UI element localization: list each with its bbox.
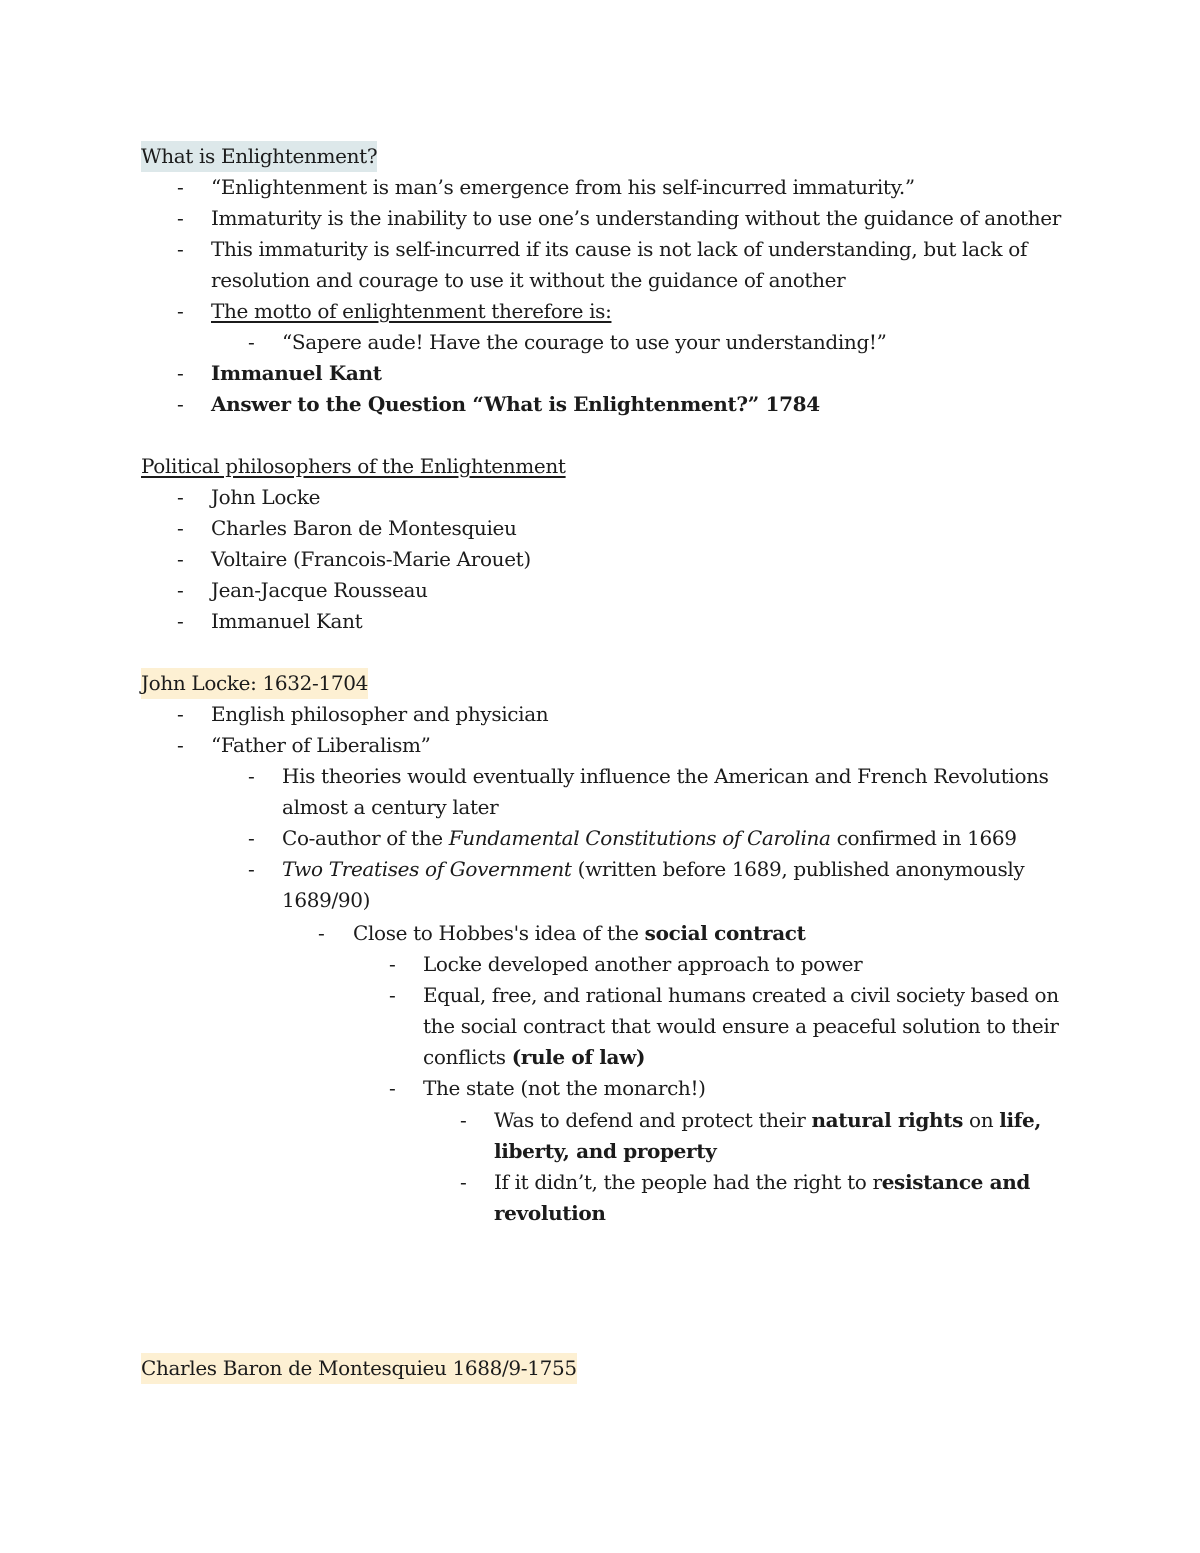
document-page: What is Enlightenment? - “Enlightenment is man’s emergence from his self-incurred immaturity.” - Immaturity is the inability to use one’s understanding without the guidance of another - This immaturity is self-incurred if its cause is not lack of understanding, but lack of resolution and courage to use it without the guidance of another - The motto of enlightenment therefore is: - “Sapere aude! Have the courage to use your understanding!” - Immanuel Kant - Answer to the Question “What is Enlightenment?” 1784 Political philosophers of the Enlightenment - John Locke - Charles Baron de Montesquieu - Voltaire (Francois-Marie Arouet) - Jean-Jacque Rousseau - Immanuel Kant John Locke: 1632-1704 - English philosopher and physician - “Father of Liberalism” - His theories would eventually influence the American and French Revolutions almost a century later - Co-author of the Fundamental Constitutions of Carolina confirmed in 1669 - Two Treatises of Government (written before 1689, published anonymously 1689/90) - Close to Hobbes's idea of the social contract - Locke developed another approach to power - Equal, free, and rational humans created a civil society based on the social contract that would ensure a peaceful solution to their conflicts (rule of law) - The state (not the monarch!) - Was to defend and protect their natural rights on life, liberty, and property - If it didn’t, the people had the right to resistance and revolution Charles Baron de Montesquieu 1688/9-1755 — [0, 0, 1200, 1553]
bullet-dash: - — [177, 361, 184, 385]
bullet-dash: - — [248, 764, 255, 788]
bullet-dash: - — [389, 1076, 396, 1100]
bullet-dash: - — [177, 237, 184, 261]
bullet-dash: - — [177, 299, 184, 323]
bullet-dash: - — [177, 485, 184, 509]
bullet-dash: - — [318, 921, 325, 945]
bullet-dash: - — [389, 952, 396, 976]
bullet-dash: - — [177, 547, 184, 571]
bullet-dash: - — [177, 392, 184, 416]
bullet-dash: - — [177, 578, 184, 602]
bullet-dash: - — [177, 702, 184, 726]
bullet-dash: - — [177, 516, 184, 540]
bullet-dash: - — [248, 330, 255, 354]
bullet-dash: - — [460, 1170, 467, 1194]
bullet-dash: - — [177, 609, 184, 633]
bullet-dash: - — [248, 857, 255, 881]
bullet-dash: - — [177, 175, 184, 199]
bullet-dash: - — [177, 206, 184, 230]
bullet-dash: - — [460, 1108, 467, 1132]
bullet-dash: - — [177, 733, 184, 757]
bullet-dash: - — [389, 983, 396, 1007]
bullet-dash: - — [248, 826, 255, 850]
